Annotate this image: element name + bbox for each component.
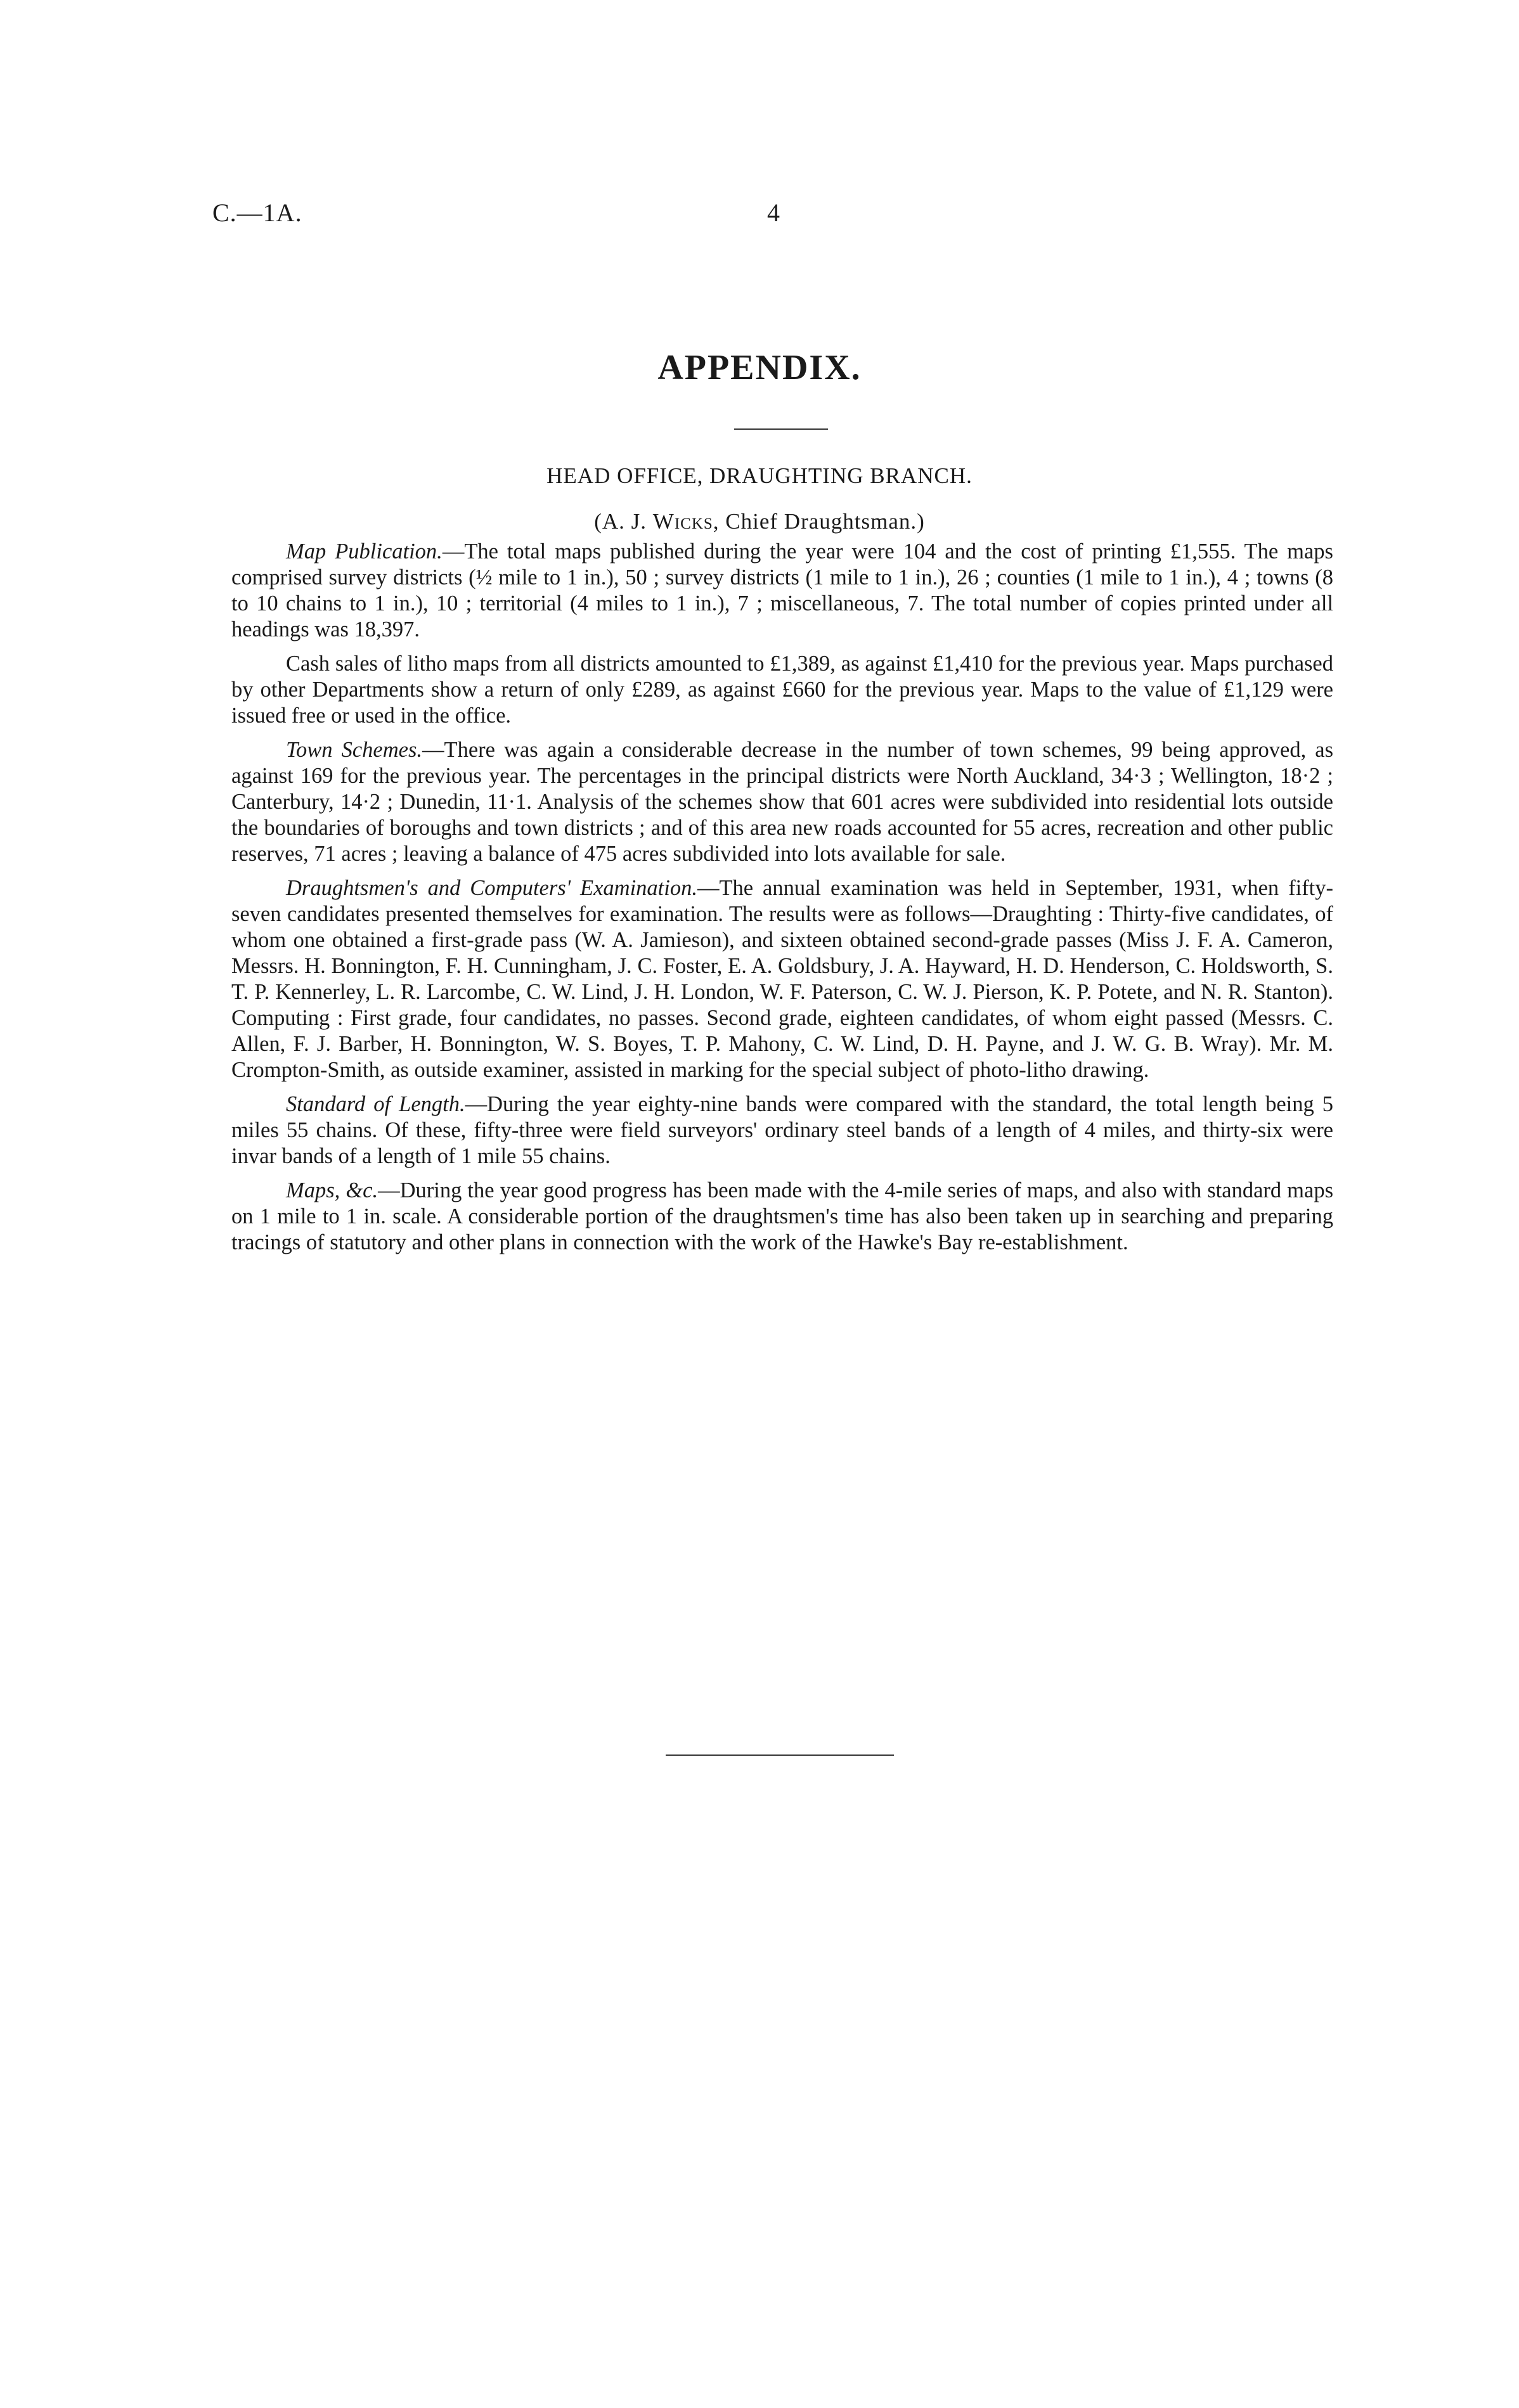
- paragraph-cash-sales: [231, 651, 1333, 729]
- paragraph-standard-of-length: [231, 1091, 1333, 1169]
- section-author: [0, 509, 1519, 534]
- page-number: 4: [767, 198, 780, 227]
- title-divider: [734, 428, 828, 430]
- paragraph-text: Cash sales of litho maps from all districts amounted to £1,389, as against £1,410 for the previous year. Maps purchased by other Departments show a return of only £289, as against £660 for the previous year. Maps to the value of £1,129 were issued free or used in the office.: [231, 652, 1333, 728]
- paragraph-text: —The total maps published during the year were 104 and the cost of printing £1,555. The maps comprised survey districts (½ mile to 1 in.), 50 ; survey districts (1 mile to 1 in.), 26 ; counties (1 mile to 1 in.), 4 ; towns (8 to 10 chains to 1 in.), 10 ; territorial (4 miles to 1 in.), 7 ; miscellaneous, 7. The total number of copies printed under all headings was 18,397.: [231, 539, 1333, 641]
- section-heading: HEAD OFFICE, DRAUGHTING BRANCH.: [546, 463, 973, 488]
- paragraph-maps: [231, 1178, 1333, 1256]
- page-title: APPENDIX.: [657, 348, 862, 387]
- paragraph-text: —During the year eighty-nine bands were compared with the standard, the total length being 5 miles 55 chains. Of these, fifty-three were field surveyors' ordinary steel bands of a length of 4 miles, and thirty-six were invar bands of a length of 1 mile 55 chains.: [231, 1092, 1333, 1168]
- paragraph-text: —The annual examination was held in September, 1931, when fifty-seven candidates presented themselves for examination. The results were as follows—Draughting : Thirty-five candidates, of whom one obtained a first-grade pass (W. A. Jamieson), and sixteen obtained second-grade passes (Miss J. F. A. Cameron, Messrs. H. Bonnington, F. H. Cunningham, J. C. Foster, E. A. Goldsbury, J. A. Hayward, H. D. Henderson, C. Holdsworth, S. T. P. Kennerley, L. R. Larcombe, C. W. Lind, J. H. London, W. F. Paterson, C. W. J. Pierson, K. P. Potete, and N. R. Stanton). Computing : First grade, four candidates, no passes. Second grade, eighteen candidates, of whom eight passed (Messrs. C. Allen, F. J. Barber, H. Bonnington, W. S. Boyes, T. P. Mahony, C. W. Lind, D. H. Payne, and J. W. G. B. Wray). Mr. M. Crompton-Smith, as outside examiner, assisted in marking for the special subject of photo-litho drawing.: [231, 876, 1334, 1082]
- paragraph-map-publication: [231, 539, 1333, 643]
- author-close: , Chief Draughtsman.): [713, 509, 925, 534]
- end-divider: [666, 1754, 894, 1756]
- document-reference: C.—1A.: [212, 198, 302, 227]
- author-name: Wicks: [652, 509, 713, 534]
- paragraph-text: —During the year good progress has been made with the 4-mile series of maps, and also with standard maps on 1 mile to 1 in. scale. A considerable portion of the draughtsmen's time has also been taken up in searching and preparing tracings of statutory and other plans in connection with the work of the Hawke's Bay re-establishment.: [231, 1178, 1333, 1254]
- author-open: (A. J.: [594, 509, 653, 534]
- paragraph-lead: Draughtsmen's and Computers' Examination.: [286, 876, 697, 900]
- paragraph-lead: Maps, &c.: [286, 1178, 378, 1202]
- body-text: [231, 539, 1333, 1264]
- paragraph-lead: Standard of Length.: [286, 1092, 465, 1116]
- paragraph-town-schemes: [231, 737, 1333, 867]
- paragraph-lead: Town Schemes.: [286, 738, 422, 762]
- paragraph-text: —There was again a considerable decrease in the number of town schemes, 99 being approved, as against 169 for the previous year. The percentages in the principal districts were North Auckland, 34·3 ; Wellington, 18·2 ; Canterbury, 14·2 ; Dunedin, 11·1. Analysis of the schemes show that 601 acres were subdivided into residential lots outside the boundaries of boroughs and town districts ; and of this area new roads accounted for 55 acres, recreation and other public reserves, 71 acres ; leaving a balance of 475 acres subdivided into lots available for sale.: [231, 738, 1333, 866]
- paragraph-lead: Map Publication.: [286, 539, 443, 563]
- paragraph-examination: [231, 875, 1333, 1083]
